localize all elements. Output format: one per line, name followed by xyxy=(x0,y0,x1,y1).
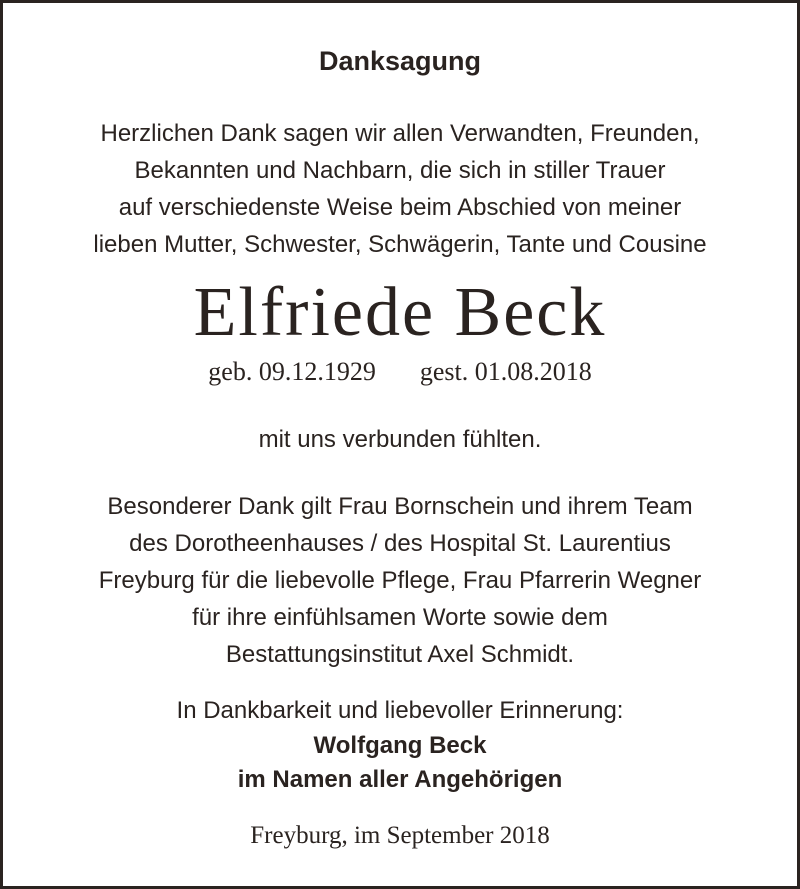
life-dates xyxy=(3,355,797,389)
thanks-line: Besonderer Dank gilt Frau Bornschein und ihrem Team xyxy=(107,493,693,520)
death-date: gest. 01.08.2018 xyxy=(419,357,592,386)
thanks-line: Bestattungsinstitut Axel Schmidt. xyxy=(225,641,575,668)
thanks-line: Freyburg für die liebevolle Pflege, Frau Pfarrerin Wegner xyxy=(98,567,702,594)
birth-date: geb. 09.12.1929 xyxy=(208,357,376,386)
place-and-date: Freyburg, im September 2018 xyxy=(250,822,550,849)
intro-line: auf verschiedenste Weise beim Abschied von meiner xyxy=(118,194,682,221)
thanks-line: für ihre einfühlsamen Worte sowie dem xyxy=(192,604,608,631)
thanks-line: des Dorotheenhauses / des Hospital St. Laurentius xyxy=(129,530,671,557)
closing-text xyxy=(3,692,797,729)
signature-name: Wolfgang Beck xyxy=(313,732,487,759)
signature-on-behalf: im Namen aller Angehörigen xyxy=(237,766,563,793)
intro-line: Herzlichen Dank sagen wir allen Verwandten, Freunden, xyxy=(100,120,700,147)
connected-line: mit uns verbunden fühlten. xyxy=(258,426,542,453)
deceased-name: Elfriede Beck xyxy=(193,274,607,351)
intro-text xyxy=(3,115,797,263)
intro-line: lieben Mutter, Schwester, Schwägerin, Tante und Cousine xyxy=(93,231,707,258)
intro-line: Bekannten und Nachbarn, die sich in stiller Trauer xyxy=(134,157,666,184)
notice-title: Danksagung xyxy=(318,46,482,76)
connected-text xyxy=(3,421,797,458)
special-thanks-text xyxy=(3,488,797,673)
closing-line: In Dankbarkeit und liebevoller Erinnerung: xyxy=(176,697,624,724)
